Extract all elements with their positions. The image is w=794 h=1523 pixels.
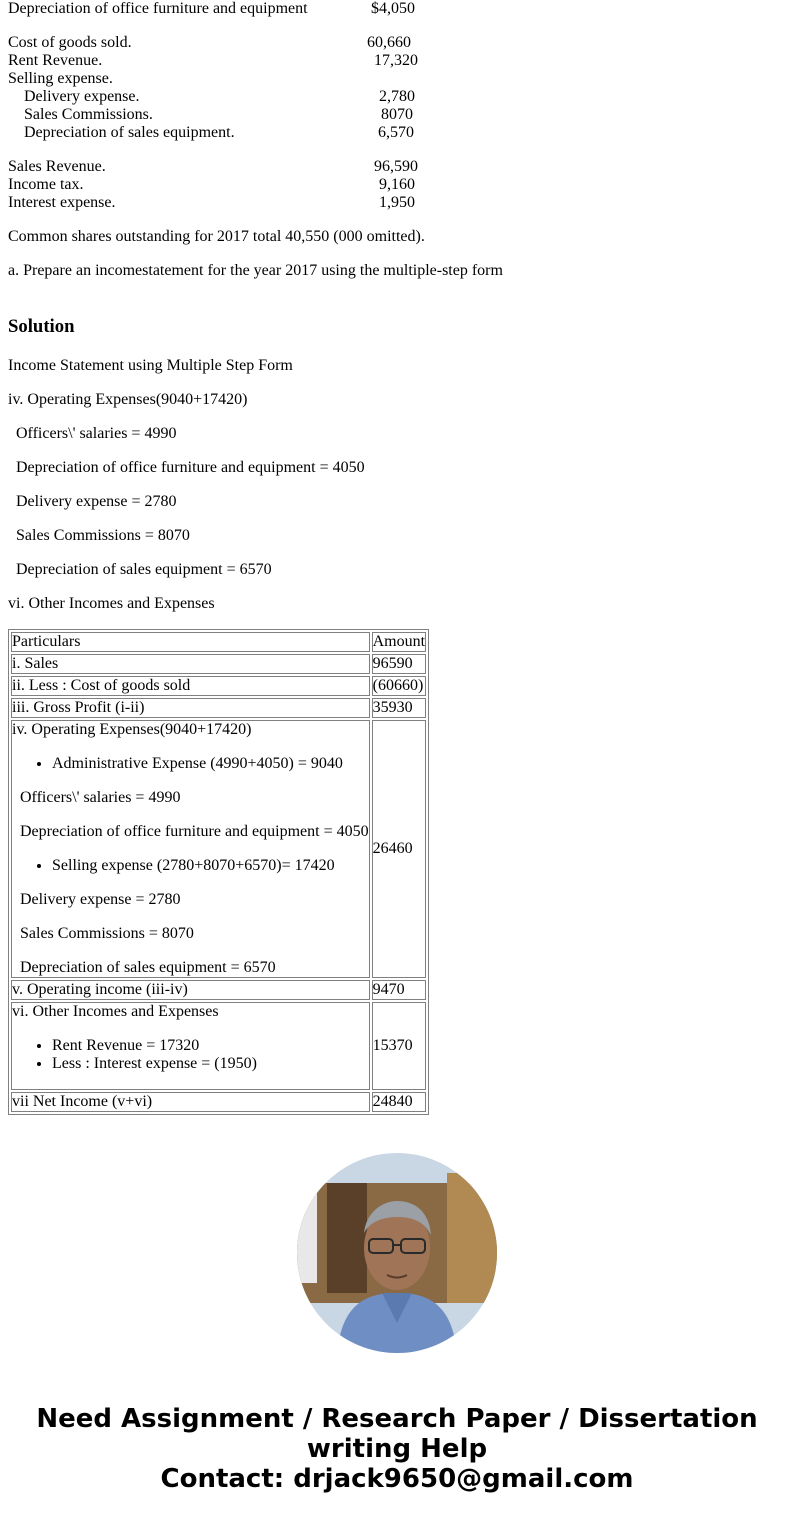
given-amount: 60,660 bbox=[367, 34, 411, 51]
given-row bbox=[8, 0, 428, 18]
table-row-operating-expenses bbox=[11, 720, 426, 978]
opex-selling-item: Delivery expense = 2780 bbox=[20, 891, 181, 908]
given-row bbox=[8, 106, 428, 124]
given-amount: $4,050 bbox=[371, 0, 415, 17]
portrait-illustration bbox=[297, 1153, 497, 1353]
given-amount: 2,780 bbox=[379, 88, 415, 105]
summary-other: vi. Other Incomes and Expenses bbox=[8, 595, 215, 612]
opex-cell bbox=[11, 720, 370, 978]
promo-line: writing Help bbox=[306, 1434, 488, 1464]
table-row bbox=[11, 980, 426, 1000]
summary-item: Sales Commissions = 8070 bbox=[16, 527, 190, 544]
given-amount: 17,320 bbox=[374, 52, 418, 69]
opex-selling-list bbox=[12, 857, 369, 875]
opex-admin-item: Depreciation of office furniture and equipment = 4050 bbox=[20, 823, 369, 840]
summary-item: Officers\' salaries = 4990 bbox=[16, 425, 177, 442]
other-amount: 15370 bbox=[372, 1002, 426, 1090]
opex-selling-bullet: • Selling expense (2780+8070+6570)= 17420 bbox=[52, 857, 369, 875]
given-amount: 9,160 bbox=[379, 176, 415, 193]
row-amount: 24840 bbox=[372, 1092, 426, 1112]
summary-item: Delivery expense = 2780 bbox=[16, 493, 177, 510]
given-row bbox=[8, 124, 428, 142]
given-row bbox=[8, 34, 428, 52]
given-label: Rent Revenue. bbox=[8, 52, 103, 69]
given-row bbox=[8, 194, 428, 212]
opex-selling-item: Sales Commissions = 8070 bbox=[20, 925, 194, 942]
given-row bbox=[8, 52, 428, 70]
given-label: Income tax. bbox=[8, 176, 84, 193]
row-particulars: vii Net Income (v+vi) bbox=[11, 1092, 370, 1112]
table-row bbox=[11, 676, 426, 696]
summary-heading: iv. Operating Expenses(9040+17420) bbox=[8, 391, 248, 408]
given-label: Interest expense. bbox=[8, 194, 116, 211]
given-label: Cost of goods sold. bbox=[8, 34, 132, 51]
table-header-row bbox=[11, 632, 426, 652]
opex-selling-item: Depreciation of sales equipment = 6570 bbox=[20, 959, 276, 976]
promo-line: Need Assignment / Research Paper / Dissertation bbox=[36, 1404, 758, 1434]
solution-heading: Solution bbox=[8, 316, 75, 337]
given-label: Selling expense. bbox=[8, 70, 113, 87]
header-amount: Amount bbox=[372, 633, 426, 650]
table-row-other bbox=[11, 1002, 426, 1090]
given-row bbox=[8, 70, 428, 88]
row-particulars: i. Sales bbox=[11, 654, 370, 674]
given-label: Depreciation of sales equipment. bbox=[24, 124, 235, 141]
opex-admin-bullet: • Administrative Expense (4990+4050) = 9040 bbox=[52, 755, 369, 773]
opex-admin-list bbox=[12, 755, 369, 773]
given-row bbox=[8, 88, 428, 106]
row-particulars: iii. Gross Profit (i-ii) bbox=[11, 698, 370, 718]
row-amount: (60660) bbox=[372, 676, 426, 696]
opex-amount: 26460 bbox=[372, 720, 426, 978]
given-label: Sales Revenue. bbox=[8, 158, 106, 175]
header-particulars: Particulars bbox=[11, 632, 370, 652]
given-amount: 96,590 bbox=[374, 158, 418, 175]
row-particulars: ii. Less : Cost of goods sold bbox=[11, 676, 370, 696]
row-amount: 35930 bbox=[372, 698, 426, 718]
opex-heading: iv. Operating Expenses(9040+17420) bbox=[12, 721, 252, 738]
income-statement-table bbox=[8, 629, 429, 1115]
promo-contact: Contact: drjack9650@gmail.com bbox=[160, 1464, 634, 1494]
task-text: a. Prepare an incomestatement for the year 2017 using the multiple-step form bbox=[8, 262, 503, 279]
other-heading: vi. Other Incomes and Expenses bbox=[12, 1003, 219, 1020]
shares-note: Common shares outstanding for 2017 total 40,550 (000 omitted). bbox=[8, 228, 425, 245]
given-amount: 8070 bbox=[381, 106, 413, 123]
other-cell bbox=[11, 1002, 370, 1090]
promo-banner bbox=[0, 1404, 794, 1494]
other-bullet: • Rent Revenue = 17320 bbox=[52, 1037, 369, 1055]
given-label: Depreciation of office furniture and equipment bbox=[8, 0, 308, 17]
table-row bbox=[11, 654, 426, 674]
given-row bbox=[8, 176, 428, 194]
avatar bbox=[297, 1153, 497, 1353]
summary-item: Depreciation of sales equipment = 6570 bbox=[16, 561, 272, 578]
given-row bbox=[8, 158, 428, 176]
row-amount: 96590 bbox=[372, 654, 426, 674]
given-label: Sales Commissions. bbox=[24, 106, 153, 123]
solution-intro: Income Statement using Multiple Step Form bbox=[8, 357, 293, 374]
other-list bbox=[12, 1037, 369, 1073]
other-bullet: • Less : Interest expense = (1950) bbox=[52, 1055, 369, 1073]
row-amount: 9470 bbox=[372, 980, 426, 1000]
row-particulars: v. Operating income (iii-iv) bbox=[11, 980, 370, 1000]
opex-admin-item: Officers\' salaries = 4990 bbox=[20, 789, 181, 806]
summary-item: Depreciation of office furniture and equipment = 4050 bbox=[16, 459, 365, 476]
given-amount: 6,570 bbox=[378, 124, 414, 141]
table-row-net-income bbox=[11, 1092, 426, 1112]
table-row bbox=[11, 698, 426, 718]
given-amount: 1,950 bbox=[379, 194, 415, 211]
given-label: Delivery expense. bbox=[24, 88, 140, 105]
